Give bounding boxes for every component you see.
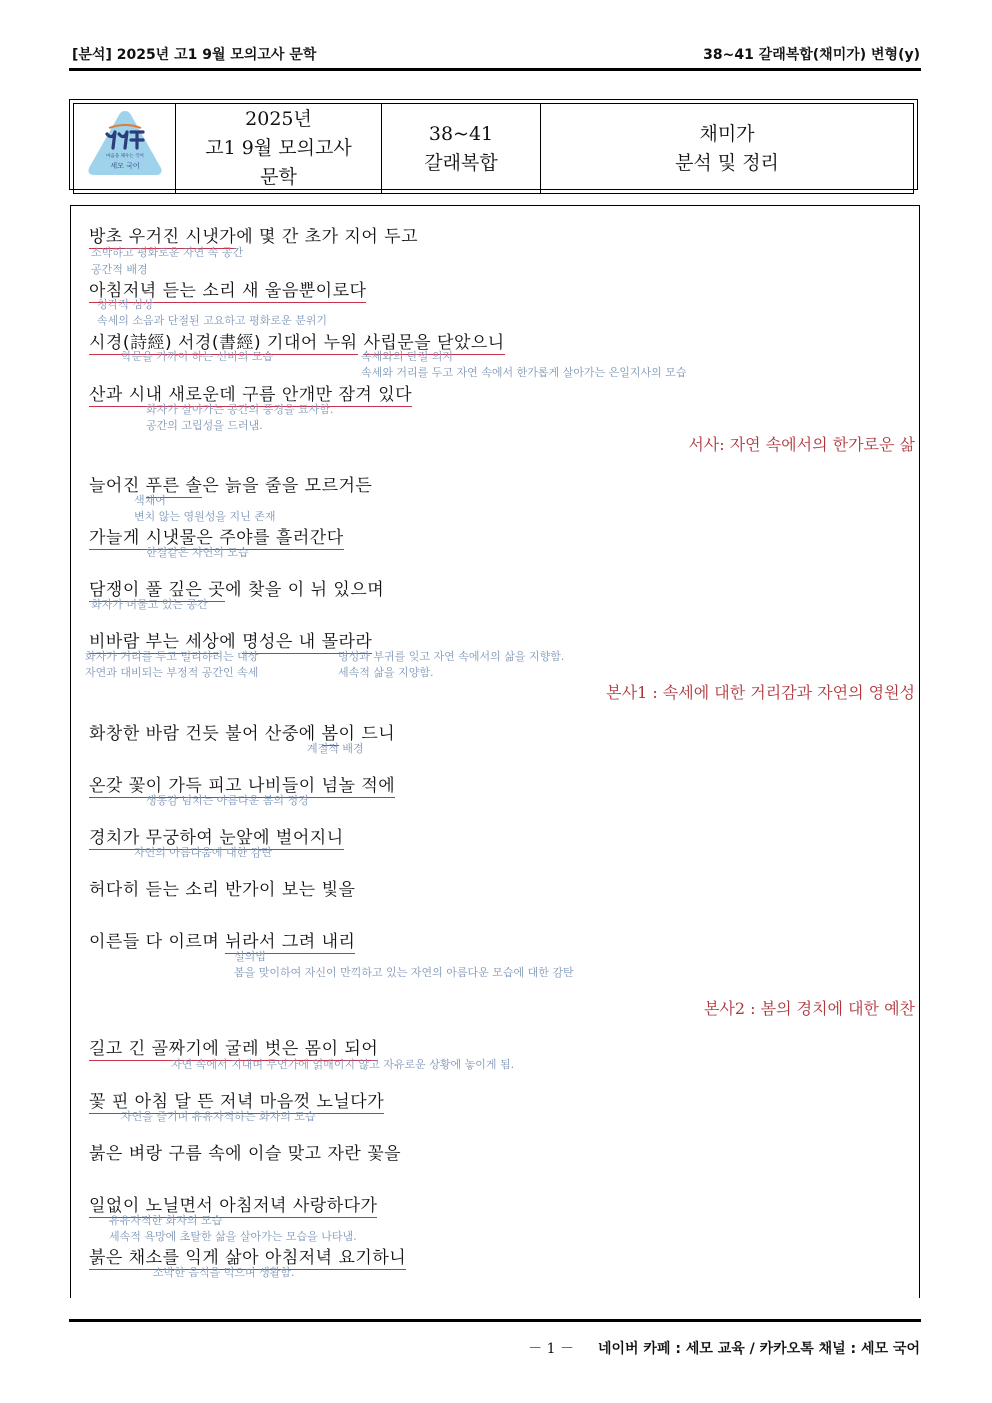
annotation: 공간적 배경	[91, 263, 148, 276]
page-number: － 1 －	[528, 1341, 574, 1357]
work-title: 채미가	[699, 122, 755, 145]
underlined-phrase: 꽃 핀 아침 달 뜬 저녁 마음껏 노닐다가	[89, 1092, 385, 1112]
plain-text: 늘어진	[89, 476, 146, 496]
logo-tagline: 마음을 채우는 국어	[105, 154, 144, 159]
exam-cell	[176, 104, 382, 194]
underlined-phrase: 온갖 꽃이 가득 피고 나비들이 넘놀 적에	[89, 776, 396, 796]
poem-analysis-box	[70, 205, 920, 1298]
annotation: 한결같은 자연의 모습	[146, 546, 249, 559]
exam-subject: 문학	[260, 166, 297, 188]
underlined-phrase: 산과 시내 새로운데 구름 안개만 잠겨 있다	[89, 385, 413, 405]
underlined-phrase: 시경(詩經) 서경(書經) 기대어 누워	[89, 333, 358, 353]
underlined-phrase: 푸른 솔	[145, 476, 203, 496]
plain-text: 에 몇 간 초가 지어 두고	[236, 227, 419, 247]
footer-text: 네이버 카페 : 세모 교육 / 카카오톡 채널 : 세모 국어	[597, 1341, 920, 1357]
underlined-phrase: 봄	[321, 724, 339, 744]
underlined-phrase: 명성은 내 몰라라	[242, 632, 373, 652]
underlined-phrase: 뉘라서 그려 내리	[225, 932, 356, 952]
underlined-phrase: 사립문을 닫았으니	[363, 333, 505, 353]
exam-name: 고1 9월 모의고사	[205, 137, 352, 159]
underlined-phrase: 가늘게 시냇물은 주야를 흘러간다	[89, 528, 344, 548]
section-summary: 본사2 : 봄의 경치에 대한 예찬	[703, 999, 915, 1018]
title-table	[69, 99, 918, 190]
logo-cell	[74, 104, 176, 194]
annotation: 색채어	[134, 494, 166, 507]
annotation: 설의법	[234, 950, 266, 963]
annotation: 속세와의 단절 의지	[361, 350, 454, 363]
range-cell	[382, 104, 541, 194]
annotation: 속세와 거리를 두고 자연 속에서 한가롭게 살아가는 은일지사의 모습	[361, 366, 687, 379]
plain-text: 에	[219, 632, 243, 652]
plain-text: 이 드니	[338, 724, 396, 744]
header-subtitle: 38~41 갈래복합(채미가) 변형(y)	[703, 47, 920, 63]
footer	[528, 1338, 920, 1358]
underlined-phrase: 비바람 부는 세상	[89, 632, 220, 652]
plain-text: 화창한 바람 건듯 불어 산중에	[89, 724, 322, 744]
annotation: 화자가 살아가는 공간의 풍경을 묘사함.	[146, 403, 334, 416]
exam-year: 2025년	[245, 108, 312, 130]
annotation: 자연과 대비되는 부정적 공간인 속세	[85, 666, 259, 679]
logo-icon	[85, 108, 165, 180]
logo-name: 세모 국어	[109, 162, 140, 170]
annotation: 세속적 욕망에 초탈한 삶을 살아가는 모습을 나타냄.	[109, 1230, 357, 1243]
plain-text: 에 찾을 이 뉘 있으며	[225, 580, 385, 600]
annotation: 화자가 거리를 두고 멀리하려는 대상	[85, 650, 259, 663]
annotation: 학문을 가까이 하는 선비의 모습	[121, 350, 274, 363]
poem-line: 붉은 벼랑 구름 속에 이슬 맞고 자란 꽃을	[89, 1144, 402, 1164]
analysis-label: 분석 및 정리	[675, 151, 779, 174]
annotation: 공간의 고립성을 드러냄.	[146, 419, 263, 432]
underlined-phrase: 일없이 노닐면서 아침저녁 사랑하다가	[89, 1196, 378, 1216]
header-title: [분석] 2025년 고1 9월 모의고사 문학	[72, 47, 317, 63]
annotation: 청각적 심상	[97, 298, 154, 311]
plain-text: 이른들 다 이르며	[89, 932, 226, 952]
annotation: 자연의 아름다움에 대한 감탄	[134, 846, 273, 859]
plain-text: 은 늙을 줄을 모르거든	[202, 476, 373, 496]
question-genre: 갈래복합	[424, 151, 498, 174]
question-range: 38~41	[428, 122, 494, 145]
annotation: 소박한 음식을 먹으며 생활함.	[153, 1266, 295, 1279]
poem-line	[89, 471, 372, 496]
underlined-phrase: 담쟁이 풀 깊은 곳	[89, 580, 226, 600]
annotation: 변치 않는 영원성을 지닌 존재	[134, 510, 276, 523]
underlined-phrase: 방초 우거진 시냇가	[89, 227, 237, 247]
poem-line	[89, 927, 355, 952]
annotation: 세속적 삶을 지양함.	[338, 666, 434, 679]
annotation: 속세의 소음과 단절된 고요하고 평화로운 분위기	[97, 314, 328, 327]
underlined-phrase: 길고 긴 골짜기에 굴레 벗은 몸이 되어	[89, 1039, 379, 1059]
underlined-phrase: 붉은 채소를 익게 삶아 아침저녁 요기하니	[89, 1248, 407, 1268]
annotation: 소박하고 평화로운 자연 속 공간	[91, 246, 244, 259]
annotation: 생동감 넘치는 아름다운 봄의 정경	[146, 794, 309, 807]
poem-line: 허다히 듣는 소리 반가이 보는 빛을	[89, 880, 356, 900]
section-summary: 본사1 : 속세에 대한 거리감과 자연의 영원성	[606, 683, 915, 702]
header-rule	[69, 68, 921, 71]
underlined-phrase: 경치가 무궁하여 눈앞에 벌어지니	[89, 828, 344, 848]
subject-cell	[541, 104, 914, 194]
annotation: 봄을 맞이하여 자신이 만끽하고 있는 자연의 아름다운 모습에 대한 감탄	[234, 966, 574, 979]
annotation: 화자가 머물고 있는 공간	[91, 598, 208, 611]
annotation: 유유자적한 화자의 모습	[109, 1214, 223, 1227]
annotation: 명성과 부귀를 잊고 자연 속에서의 삶을 지향함.	[338, 650, 565, 663]
underlined-phrase: 아침저녁 듣는 소리 새 울음뿐이로다	[89, 281, 367, 301]
footer-rule	[69, 1319, 921, 1322]
annotation: 자연을 즐기며 유유자적하는 화자의 모습	[121, 1110, 316, 1123]
annotation: 자연 속에서 지내며 무언가에 얽매이지 않고 자유로운 상황에 놓이게 됨.	[171, 1058, 515, 1071]
annotation: 계절적 배경	[307, 742, 364, 755]
section-summary: 서사: 자연 속에서의 한가로운 삶	[688, 435, 915, 454]
